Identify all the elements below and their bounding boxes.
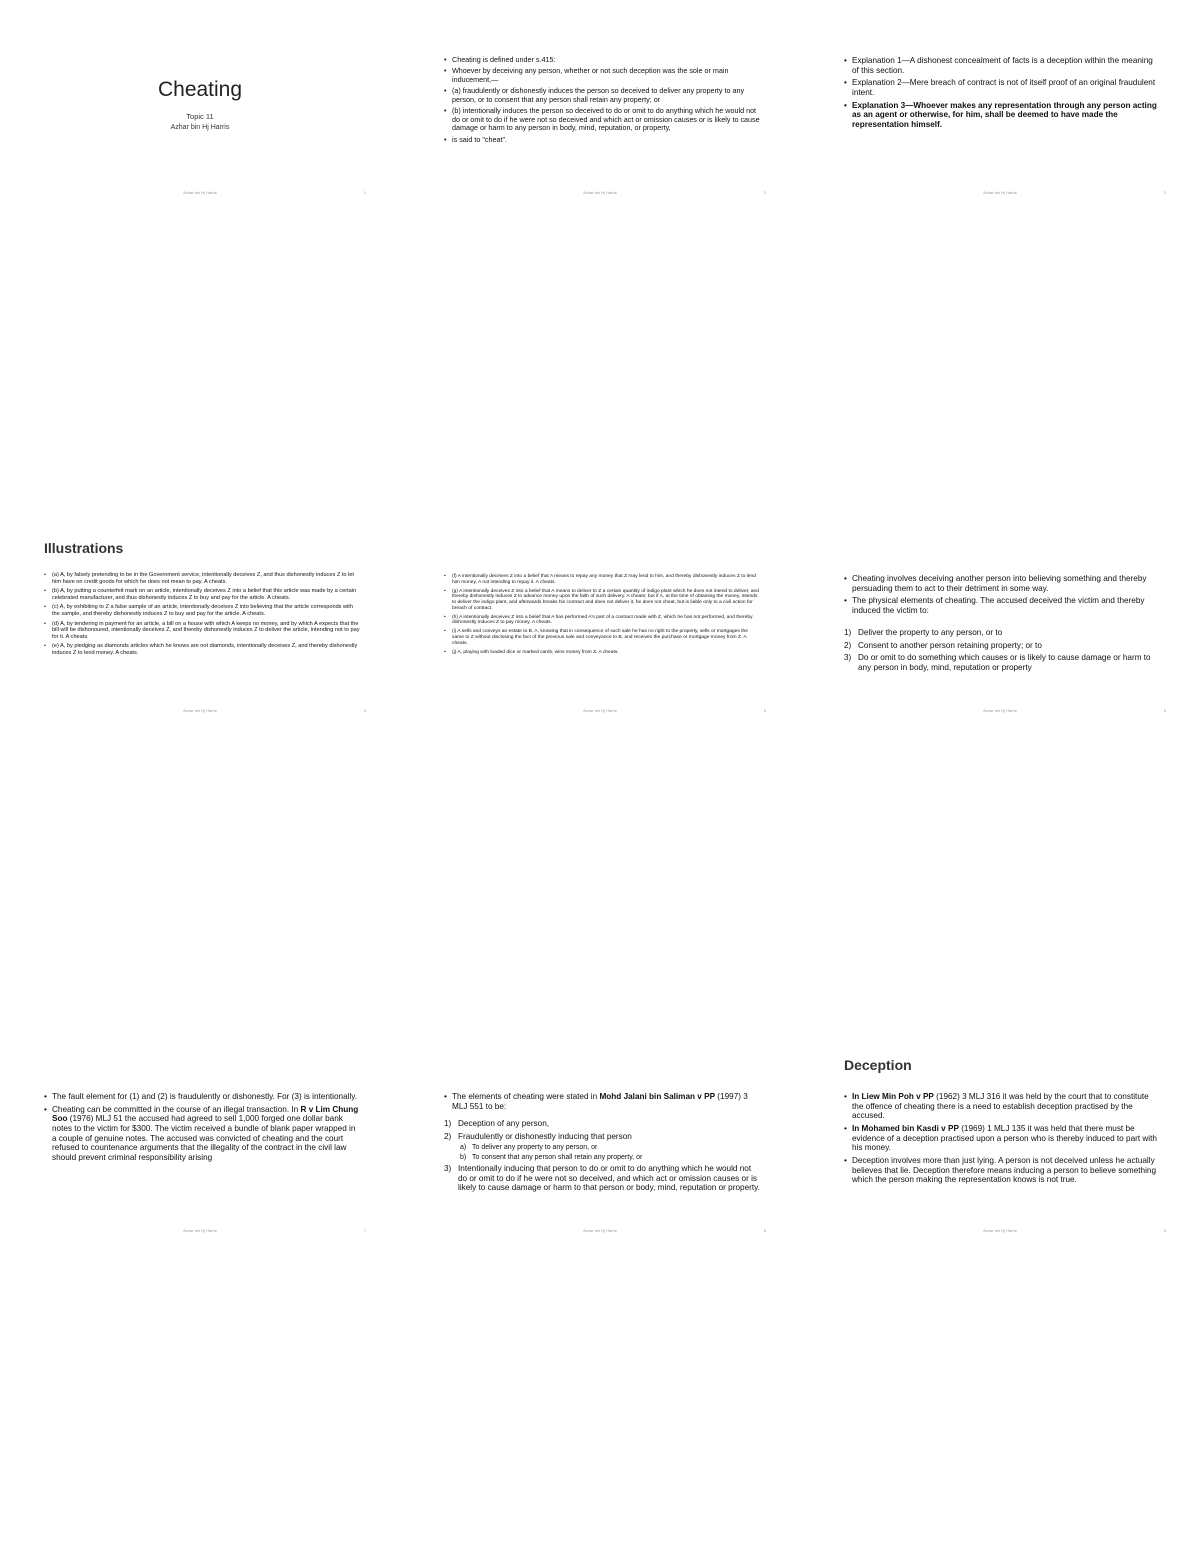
item-letter: a) (460, 1144, 467, 1152)
page-number: 2 (763, 190, 766, 195)
list-item: • (b) A, by putting a counterfeit mark on an article, intentionally deceives Z into a belief that this article was made by a certain celebrated manufacturer, and thus dishonestly induces Z to buy and pay for the article. A cheats. (44, 588, 360, 601)
list-item: • Cheating is defined under s.415: (444, 56, 760, 64)
list-item (444, 1119, 760, 1129)
item-text: Do or omit to do something which causes or is likely to cause damage or harm to any person in body, mind, reputation or property (858, 653, 1151, 673)
slide-heading: Deception (844, 1057, 912, 1073)
slide-4 (30, 520, 370, 720)
list-item (44, 1105, 360, 1163)
item-text: Intentionally inducing that person to do or omit to do anything which he would not do or omit to do if he were not so deceived, and which act or omission causes or is likely to cause damage or harm to that person or body, mind, reputation or property. (458, 1163, 760, 1193)
footer-text: Azhar bin Hj Harris (983, 1228, 1017, 1233)
page-number: 3 (1163, 190, 1166, 195)
list-item: • (h) A intentionally deceives Z into a belief that A has performed A's part of a contract made with Z, which he has not performed, and thereby dishonestly induces Z to pay money. A cheats. (444, 615, 760, 627)
case-name: R v Lim Chung Soo (52, 1104, 359, 1124)
item-number: 2) (844, 640, 852, 650)
slide-heading: Illustrations (44, 540, 124, 556)
page-number: 9 (1163, 1228, 1166, 1233)
list-item (460, 1154, 760, 1162)
list-item: • (g) A intentionally deceives Z into a belief that A means to deliver to Z a certain quantity of indigo plant which he does not intend to deliver, and thereby dishonestly induces Z to advance money upon the faith of such delivery. A cheats; but if A, at the time of obtaining the money, intends to deliver the indigo plant, and afterwards breaks his contract and does not deliver it, he does not cheat, but is liable only to a civil action for breach of contract. (444, 589, 760, 612)
list-item: • (c) A, by exhibiting to Z a false sample of an article, intentionally deceives Z into believing that the article corresponds with the sample, and thereby dishonestly induces Z to buy and pay for the article. A cheats. (44, 604, 360, 617)
text-span: The elements of cheating were stated in (452, 1092, 600, 1101)
page-number: 7 (363, 1228, 366, 1233)
item-text: Deception of any person, (458, 1119, 550, 1128)
slide-footer (430, 190, 770, 198)
footer-text: Azhar bin Hj Harris (583, 190, 617, 195)
list-item: • Explanation 3—Whoever makes any representation through any person acting as an agent or otherwise, for him, shall be deemed to have made the representation himself. (844, 101, 1160, 130)
list-item: • (i) A sells and conveys an estate to B. A, knowing that in consequence of such sale he has no right to the property, sells or mortgages the same to Z without disclosing the fact of the previous sale and conveyance to B, and receives the purchase or mortgage money from Z. A cheats. (444, 629, 760, 646)
slide-footer (830, 190, 1170, 198)
slide-footer (30, 708, 370, 716)
list-item: • (j) A, playing with loaded dice or marked cards, wins money from Z. A cheats. (444, 650, 760, 656)
item-text: Deliver the property to any person, or to (858, 628, 1003, 637)
item-text: Consent to another person retaining property; or to (858, 640, 1042, 650)
list-item: • (a) fraudulently or dishonestly induces the person so deceived to deliver any property to any person, or to consent that any person shall retain any property; or (444, 87, 760, 104)
slide-footer (830, 1228, 1170, 1236)
list-item (444, 1092, 760, 1111)
list-item: • is said to "cheat". (444, 136, 760, 144)
bullet-list (444, 574, 760, 658)
slide-subtitle: Topic 11 (186, 112, 214, 121)
text-span: (1962) 3 MLJ 316 it was held by the court that to constitute the offence of cheating there is a need to establish deception practised by the accused. (852, 1092, 1149, 1121)
text-span: (1969) 1 MLJ 135 it was held that there must be evidence of a deception practised upon a person who is thereby induced to part with his money. (852, 1124, 1157, 1153)
footer-text: Azhar bin Hj Harris (183, 1228, 217, 1233)
slide-8 (430, 1040, 770, 1240)
slide-2 (430, 2, 770, 202)
text-span: Cheating can be committed in the course of an illegal transaction. In (52, 1104, 301, 1114)
footer-text: Azhar bin Hj Harris (583, 1228, 617, 1233)
bullet-list (444, 56, 760, 147)
list-item (844, 653, 1160, 672)
list-item: • (d) A, by tendering in payment for an article, a bill on a house with which A keeps no money, and by which A expects that the bill will be dishonoured, intentionally deceives Z, and thereby dishonestly induces Z to deliver the article, intending not to pay for it. A cheats. (44, 621, 360, 641)
footer-text: Azhar bin Hj Harris (983, 708, 1017, 713)
slide-5 (430, 520, 770, 720)
list-item: • The fault element for (1) and (2) is fraudulently or dishonestly. For (3) is intentionally. (44, 1092, 360, 1102)
slide-footer (830, 708, 1170, 716)
slide-footer (430, 708, 770, 716)
case-name: In Mohamed bin Kasdi v PP (852, 1124, 959, 1134)
item-text: To consent that any person shall retain any property, or (472, 1153, 643, 1161)
item-number: 1) (844, 628, 852, 637)
slide-author: Azhar bin Hj Harris (170, 124, 230, 131)
page-number: 5 (763, 708, 766, 713)
list-item: • The physical elements of cheating. The accused deceived the victim and thereby induced the victim to: (844, 596, 1160, 615)
numbered-block (444, 1119, 760, 1196)
text-span: (1997) 3 MLJ 551 to be: (452, 1092, 748, 1111)
slide-footer (30, 1228, 370, 1236)
numbered-list (444, 1119, 760, 1141)
slide-9 (830, 1040, 1170, 1240)
list-item: • (a) A, by falsely pretending to be in the Government service, intentionally deceives Z, and thus dishonestly induces Z to let him have on credit goods for which he does not mean to pay. A cheats. (44, 572, 360, 585)
case-name: Mohd Jalani bin Saliman v PP (599, 1092, 716, 1101)
item-number: 3) (444, 1163, 452, 1173)
slide-6 (830, 520, 1170, 720)
list-item: • Deception involves more than just lying. A person is not deceived unless he actually believes that lie. Deception therefore means inducing a person to believe something which the person making the representation knows is not true. (844, 1156, 1160, 1185)
numbered-list (844, 628, 1160, 676)
page-number: 8 (763, 1228, 766, 1233)
list-item: • Explanation 2—Mere breach of contract is not of itself proof of an original fraudulent intent. (844, 78, 1160, 97)
list-item: • (b) intentionally induces the person so deceived to do or omit to do anything which he would not do or omit to do if he were not so deceived and which act or omission causes or is likely to cause damage or harm to any person in body, mind, reputation, or property, (444, 107, 760, 132)
list-item (460, 1144, 760, 1152)
slide-title: Cheating (157, 78, 243, 101)
text-span: (1976) MLJ 51 the accused had agreed to sell 1,000 forged one dollar bank notes to the victim for $300. The victim received a bundle of blank paper wrapped in a couple of genuine notes. The accused was convicted of cheating and the court refused to countenance arguments that the illegality of the contract in the civil law should prevent criminal responsibility arising (52, 1114, 356, 1163)
list-item: • Whoever by deceiving any person, whether or not such deception was the sole or main inducement,— (444, 67, 760, 84)
list-item (844, 1092, 1160, 1121)
list-item: • (f) A intentionally deceives Z into a belief that A means to repay any money that Z may lend to him, and thereby dishonestly induces Z to lend him money, A not intending to repay it. A cheats. (444, 574, 760, 586)
case-name: In Liew Min Poh v PP (852, 1092, 934, 1101)
bullet-list (444, 1092, 760, 1114)
list-item: • Explanation 1—A dishonest concealment of facts is a deception within the meaning of this section. (844, 56, 1160, 75)
item-text: To deliver any property to any person, or (472, 1144, 598, 1152)
list-item (444, 1164, 760, 1193)
bullet-list (844, 56, 1160, 133)
footer-text: Azhar bin Hj Harris (583, 708, 617, 713)
footer-text: Azhar bin Hj Harris (183, 708, 217, 713)
item-number: 3) (844, 653, 852, 663)
bullet-list (44, 1092, 360, 1166)
slide-footer (30, 190, 370, 198)
numbered-list (444, 1164, 760, 1193)
list-item (844, 628, 1160, 638)
sub-list (460, 1144, 760, 1162)
footer-text: Azhar bin Hj Harris (983, 190, 1017, 195)
item-letter: b) (460, 1153, 467, 1161)
slide-3 (830, 2, 1170, 202)
bullet-list (44, 572, 360, 660)
slide-1 (30, 2, 370, 202)
list-item: • (e) A, by pledging as diamonds articles which he knows are not diamonds, intentionally deceives Z, and thereby dishonestly induces Z to lend money. A cheats. (44, 643, 360, 656)
page-number: 1 (363, 190, 366, 195)
item-text: Fraudulently or dishonestly inducing that person (458, 1131, 632, 1141)
item-number: 2) (444, 1131, 452, 1141)
list-item: • Cheating involves deceiving another person into believing something and thereby persuading them to act to their detriment in some way. (844, 574, 1160, 593)
page-number: 6 (1163, 708, 1166, 713)
page-number: 4 (363, 708, 366, 713)
list-item (444, 1132, 760, 1142)
slide-footer (430, 1228, 770, 1236)
footer-text: Azhar bin Hj Harris (183, 190, 217, 195)
bullet-list (844, 574, 1160, 619)
bullet-list (844, 1092, 1160, 1188)
slide-7 (30, 1040, 370, 1240)
list-item (844, 1124, 1160, 1153)
item-number: 1) (444, 1119, 452, 1128)
list-item (844, 641, 1160, 651)
